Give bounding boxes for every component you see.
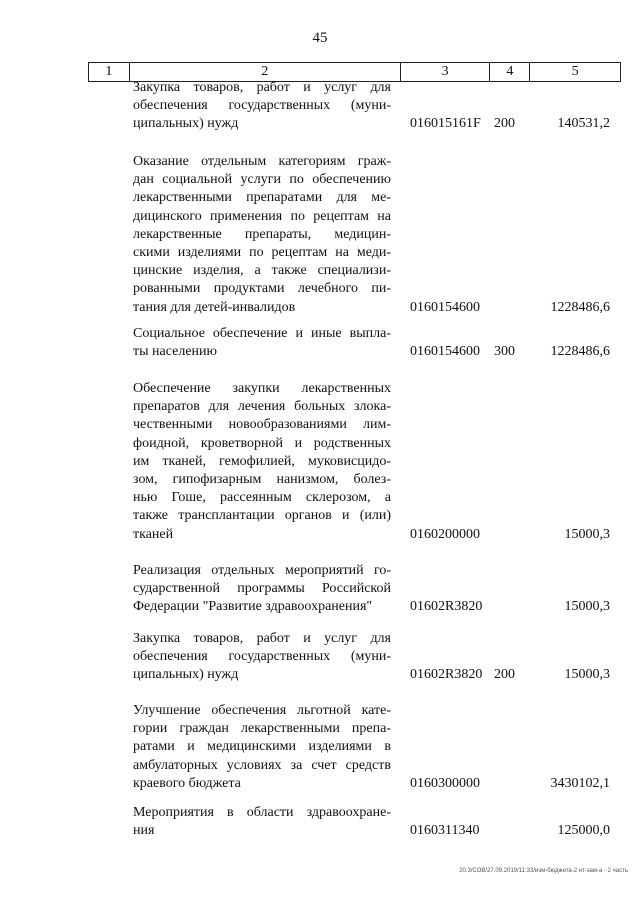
description-line: ния bbox=[133, 823, 155, 839]
description-line: тканей bbox=[133, 526, 174, 542]
page-number: 45 bbox=[312, 30, 328, 46]
description-line: чественными новообразованиями лим- bbox=[133, 417, 391, 433]
description-line: Мероприятия в области здравоохране- bbox=[133, 805, 391, 820]
description-line: Федерации "Развитие здравоохранения" bbox=[133, 599, 373, 615]
description-line: обеспечения государственных (муни- bbox=[133, 649, 391, 665]
description-line: ты населению bbox=[133, 344, 217, 360]
description-line: скими изделиями по рецептам на меди- bbox=[133, 244, 391, 260]
row-description bbox=[133, 79, 391, 134]
row-amount: 3430102,1 bbox=[550, 775, 610, 791]
description-line: дицинского применения по рецептам на bbox=[133, 208, 391, 224]
description-line: гории граждан лекарственными препа- bbox=[133, 721, 391, 737]
row-code: 01602R3820 bbox=[410, 667, 483, 683]
row-description bbox=[133, 380, 391, 544]
description-line: тания для детей-инвалидов bbox=[133, 299, 296, 315]
header-col-4: 4 bbox=[490, 63, 530, 81]
header-col-3: 3 bbox=[401, 63, 491, 81]
description-line: ципальных) нужд bbox=[133, 667, 239, 683]
row-expense-type: 200 bbox=[494, 116, 515, 132]
header-col-5: 5 bbox=[571, 64, 579, 79]
description-line: нью Гоше, рассеянным склерозом, а bbox=[133, 490, 391, 506]
row-amount: 15000,3 bbox=[564, 599, 610, 615]
row-code: 0160300000 bbox=[410, 775, 480, 791]
description-line: дан социальной услуги по обеспечению bbox=[133, 172, 391, 188]
description-line: рованными продуктами лечебного пи- bbox=[133, 281, 391, 297]
row-code: 0160311340 bbox=[410, 823, 480, 839]
description-line: Обеспечение закупки лекарственных bbox=[133, 381, 391, 396]
description-line: зом, гипофизарным нанизмом, болез- bbox=[133, 471, 391, 487]
description-line: Социальное обеспечение и иные выпла- bbox=[133, 326, 391, 341]
footer-stamp: 20.3/СОВ/27.09.2019/11:33/изм-бюджета-2 нт-зам-а - 2 часть bbox=[459, 868, 628, 874]
row-amount: 140531,2 bbox=[557, 116, 610, 132]
row-description bbox=[133, 325, 391, 361]
description-line: Реализация отдельных мероприятий го- bbox=[133, 563, 391, 578]
description-line: Улучшение обеспечения льготной кате- bbox=[133, 703, 391, 718]
row-expense-type: 300 bbox=[494, 344, 515, 360]
description-line: фоидной, кроветворной и родственных bbox=[133, 435, 391, 451]
row-code: 0160154600 bbox=[410, 299, 480, 315]
row-code: 01602R3820 bbox=[410, 599, 483, 615]
row-description bbox=[133, 804, 391, 840]
description-line: цинские изделия, а также специализи- bbox=[133, 263, 391, 279]
description-line: Оказание отдельным категориям граж- bbox=[133, 154, 391, 169]
description-line: Закупка товаров, работ и услуг для bbox=[133, 80, 391, 95]
description-line: сударственной программы Российской bbox=[133, 581, 391, 597]
description-line: амбулаторных условиях за счет средств bbox=[133, 757, 391, 773]
row-amount: 1228486,6 bbox=[550, 299, 610, 315]
header-col-1: 1 bbox=[89, 63, 130, 81]
description-line: препаратов для лечения больных злока- bbox=[133, 399, 391, 415]
description-line: им тканей, гемофилией, муковисцидо- bbox=[133, 453, 391, 469]
description-line: лекарственными препаратами для ме- bbox=[133, 190, 391, 206]
row-description bbox=[133, 562, 391, 617]
description-line: ципальных) нужд bbox=[133, 116, 239, 132]
description-line: ратами и медицинскими изделиями в bbox=[133, 739, 391, 755]
description-line: также трансплантации органов и (или) bbox=[133, 508, 391, 524]
description-line: Закупка товаров, работ и услуг для bbox=[133, 631, 391, 646]
row-amount: 125000,0 bbox=[557, 823, 610, 839]
row-description bbox=[133, 630, 391, 685]
row-description bbox=[133, 702, 391, 793]
row-expense-type: 200 bbox=[494, 667, 515, 683]
description-line: краевого бюджета bbox=[133, 775, 241, 791]
row-code: 016015161F bbox=[410, 116, 481, 132]
header-col-2: 2 bbox=[130, 63, 401, 81]
description-line: лекарственные препараты, медицин- bbox=[133, 226, 391, 242]
description-line: обеспечения государственных (муни- bbox=[133, 98, 391, 114]
row-amount: 15000,3 bbox=[564, 526, 610, 542]
row-code: 0160154600 bbox=[410, 344, 480, 360]
row-code: 0160200000 bbox=[410, 526, 480, 542]
row-description bbox=[133, 153, 391, 317]
row-amount: 1228486,6 bbox=[550, 344, 610, 360]
row-amount: 15000,3 bbox=[564, 667, 610, 683]
